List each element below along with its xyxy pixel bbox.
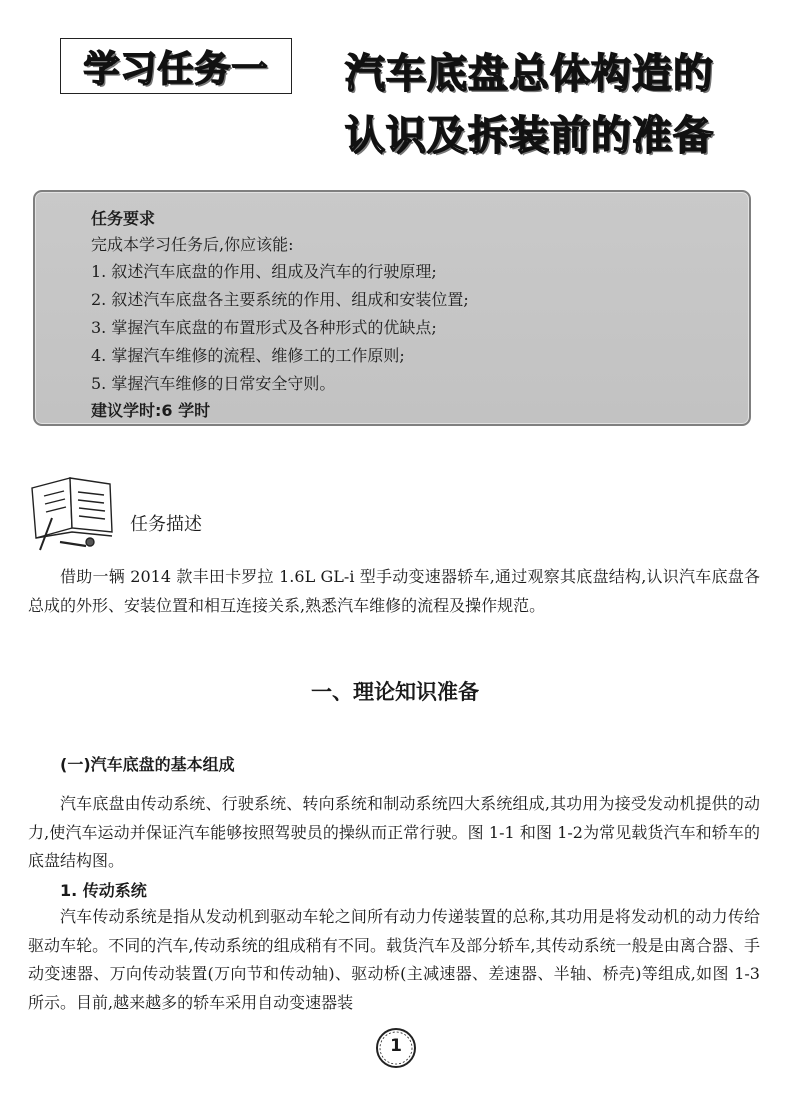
task-label-box: [60, 38, 292, 94]
task-description-heading: 任务描述: [130, 514, 202, 535]
task-label: 学习任务一: [83, 48, 269, 90]
list-item: 4. 掌握汽车维修的流程、维修工的工作原则;: [91, 346, 405, 365]
page-number: 1: [390, 1036, 402, 1056]
notebook-pen-icon: [26, 470, 126, 552]
list-item: 1. 叙述汽车底盘的作用、组成及汽车的行驶原理;: [91, 262, 437, 281]
paragraph-transmission: 汽车传动系统是指从发动机到驱动车轮之间所有动力传递装置的总称,其功用是将发动机的动力传给驱动车轮。不同的汽车,传动系统的组成稍有不同。载货汽车及部分轿车,其传动系统一般是由离合器、手动变速器、万向传动装置(万向节和传动轴)、驱动桥(主减速器、差速器、半轴、桥壳)等组成,如图 1-3 所示。目前,越来越多的轿车采用自动变速器装: [28, 907, 760, 1012]
task-description-text: 借助一辆 2014 款丰田卡罗拉 1.6L GL-i 型手动变速器轿车,通过观察其底盘结构,认识汽车底盘各总成的外形、安装位置和相互连接关系,熟悉汽车维修的流程及操作规范。: [28, 567, 760, 615]
requirements-list: [91, 258, 469, 398]
list-item: 2. 叙述汽车底盘各主要系统的作用、组成和安装位置;: [91, 290, 469, 309]
list-item: 3. 掌握汽车底盘的布置形式及各种形式的优缺点;: [91, 318, 437, 337]
requirements-box: [33, 190, 751, 426]
chapter-title-line1: 汽车底盘总体构造的: [345, 51, 714, 97]
section-title: 一、理论知识准备: [311, 680, 479, 704]
requirements-intro: 完成本学习任务后,你应该能:: [91, 235, 294, 254]
sub-section-title: (一)汽车底盘的基本组成: [60, 755, 235, 774]
chapter-title-line2: 认识及拆装前的准备: [345, 113, 714, 159]
list-item: 5. 掌握汽车维修的日常安全守则。: [91, 374, 336, 393]
paragraph-chassis-composition: 汽车底盘由传动系统、行驶系统、转向系统和制动系统四大系统组成,其功用为接受发动机提供的动力,使汽车运动并保证汽车能够按照驾驶员的操纵而正常行驶。图 1-1 和图 1-2为常见载货汽车和轿车的底盘结构图。: [28, 794, 760, 870]
item-heading-transmission: 1. 传动系统: [60, 881, 147, 900]
suggested-hours: 建议学时:6 学时: [91, 401, 211, 420]
requirements-title: 任务要求: [91, 209, 156, 228]
